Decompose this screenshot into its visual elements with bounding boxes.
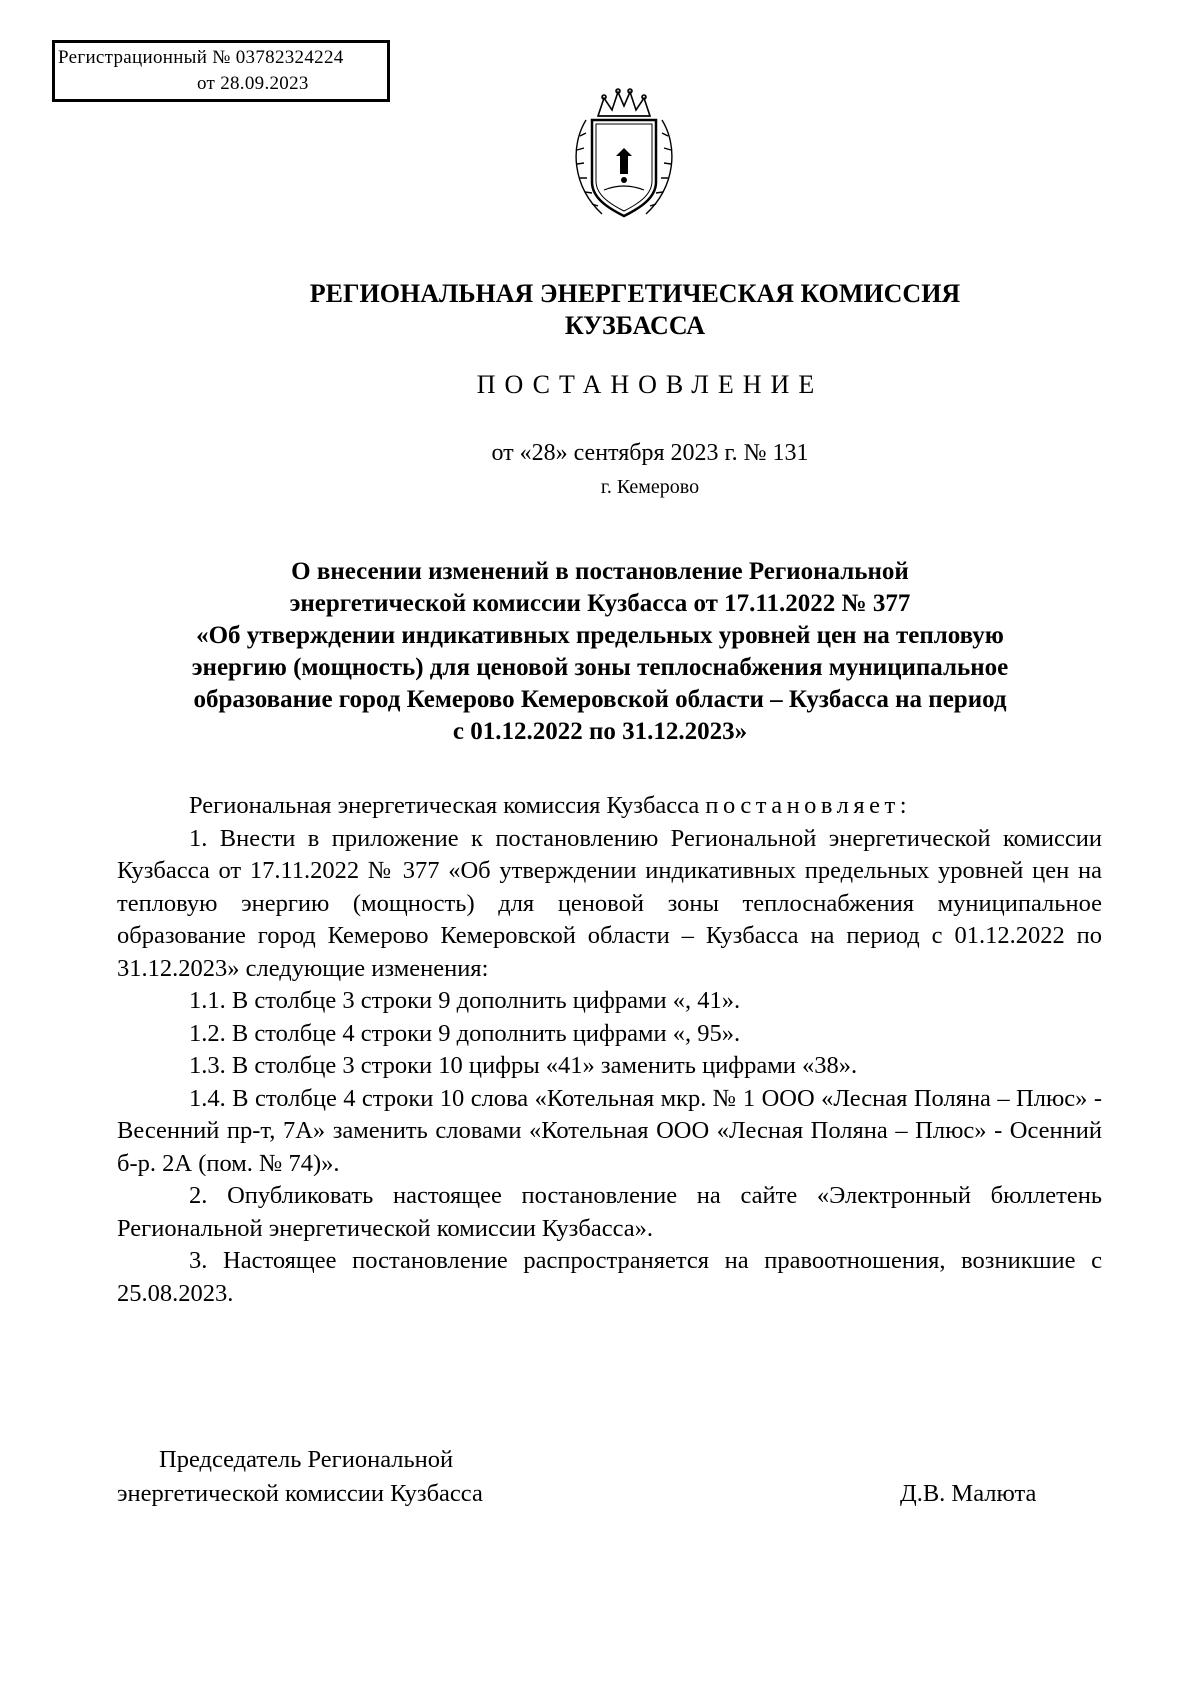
item-1-4: 1.4. В столбце 4 строки 10 слова «Котельная мкр. № 1 ООО «Лесная Поляна – Плюс» - Весенний пр-т, 7А» заменить словами «Котельная ООО «Лесная Поляна – Плюс» - Осенний б-р. 2А (пом. № 74)». bbox=[117, 1084, 1102, 1177]
item-1-1: 1.1. В столбце 3 строки 9 дополнить цифрами «, 41». bbox=[189, 987, 741, 1014]
document-body bbox=[117, 790, 1102, 1310]
item-1-2: 1.2. В столбце 4 строки 9 дополнить цифрами «, 95». bbox=[189, 1019, 741, 1047]
preamble-text: Региональная энергетическая комиссия Кузбасса bbox=[189, 792, 700, 819]
item-1-3: 1.3. В столбце 3 строки 10 цифры «41» заменить цифрами «38». bbox=[189, 1052, 858, 1079]
registration-date: от 28.09.2023 bbox=[197, 73, 309, 94]
title-line: «Об утверждении индикативных предельных уровней цен на тепловую bbox=[196, 622, 1004, 649]
title-line: энергетической комиссии Кузбасса от 17.11.2022 № 377 bbox=[289, 590, 911, 617]
document-type: ПОСТАНОВЛЕНИЕ bbox=[476, 370, 824, 399]
document-date-number: от «28» сентября 2023 г. № 131 bbox=[491, 440, 809, 466]
document-city: г. Кемерово bbox=[600, 476, 700, 498]
title-line: образование город Кемерово Кемеровской области – Кузбасса на период bbox=[193, 686, 1007, 713]
registration-stamp bbox=[52, 40, 390, 102]
preamble-paragraph bbox=[117, 790, 1102, 823]
registration-number: Регистрационный № 03782324224 bbox=[58, 47, 344, 68]
organization-name-line1: РЕГИОНАЛЬНАЯ ЭНЕРГЕТИЧЕСКАЯ КОМИССИЯ bbox=[309, 279, 961, 308]
organization-name bbox=[270, 278, 1000, 342]
preamble-verb: постановляет: bbox=[705, 792, 912, 819]
organization-name-line2: КУЗБАССА bbox=[564, 311, 706, 340]
signatory-name: Д.В. Малюта bbox=[900, 1480, 1037, 1507]
signatory-position bbox=[117, 1443, 483, 1511]
title-line: энергию (мощность) для ценовой зоны теплоснабжения муниципальное bbox=[191, 654, 1009, 681]
document-title bbox=[120, 556, 1080, 748]
item-3: 3. Настоящее постановление распространяется на правоотношения, возникшие с 25.08.2023. bbox=[117, 1247, 1102, 1307]
signatory-position-line2: энергетической комиссии Кузбасса bbox=[117, 1480, 483, 1507]
item-1: 1. Внести в приложение к постановлению Региональной энергетической комиссии Кузбасса от 17.11.2022 № 377 «Об утверждении индикативных предельных уровней цен на тепловую энергию (мощность) для ценовой зоны теплоснабжения муниципальное образование город Кемерово Кемеровской области – Кузбасса на период с 01.12.2022 по 31.12.2023» следующие изменения: bbox=[117, 824, 1102, 982]
item-2: 2. Опубликовать настоящее постановление на сайте «Электронный бюллетень Региональной энергетической комиссии Кузбасса». bbox=[117, 1182, 1102, 1242]
title-line: с 01.12.2022 по 31.12.2023» bbox=[452, 718, 748, 745]
title-line: О внесении изменений в постановление Региональной bbox=[291, 558, 909, 585]
signatory-position-line1: Председатель Региональной bbox=[159, 1446, 454, 1473]
coat-of-arms-emblem-icon bbox=[564, 86, 684, 224]
